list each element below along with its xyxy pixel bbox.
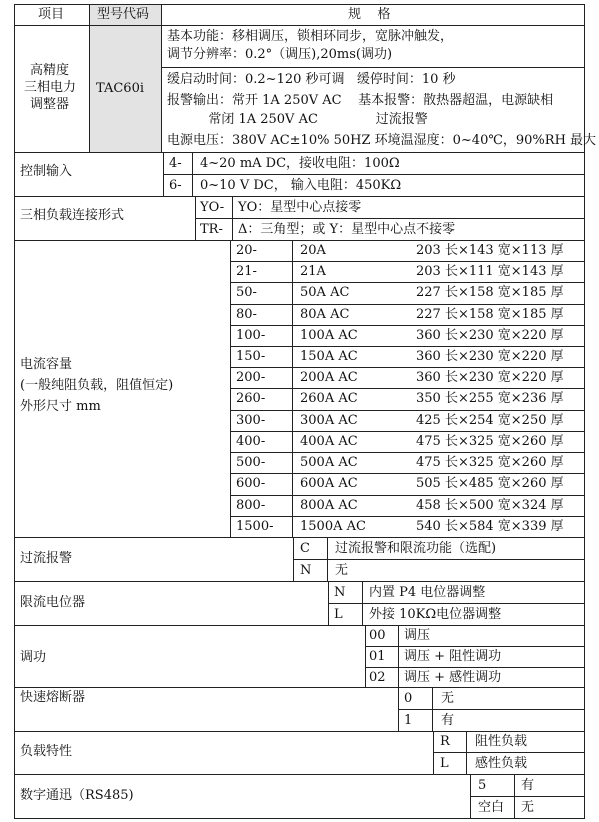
capacity-size: 540 长×584 宽×339 厚 <box>416 519 564 534</box>
capacity-code: 300- <box>236 413 266 428</box>
limit-pot-desc-2: 外接 10KΩ电位器调整 <box>369 607 502 622</box>
capacity-label-2: (一般纯阻负载，阻值恒定) <box>20 378 174 393</box>
capacity-code: 20- <box>236 243 257 258</box>
connection-code-1: YO- <box>200 200 225 215</box>
power-mode-desc-2: 调压 + 阻性调功 <box>404 649 502 664</box>
load-desc-1: 阻性负载 <box>475 734 528 749</box>
capacity-current: 600A AC <box>300 476 358 491</box>
capacity-row-divider <box>230 388 585 389</box>
capacity-row-divider <box>230 516 585 517</box>
capacity-label-1: 电流容量 <box>20 357 73 372</box>
spec-line-5: 常闭 1A 250V AC 过流报警 <box>167 112 428 127</box>
capacity-size: 425 长×254 宽×250 厚 <box>416 413 564 428</box>
capacity-code: 500- <box>236 455 266 470</box>
connection-desc-1: YO：星型中心点接零 <box>238 200 362 215</box>
capacity-code: 100- <box>236 328 266 343</box>
connection-desc-2: Δ：三角型；或 Y：星型中心点不接零 <box>238 222 456 237</box>
capacity-row-divider <box>230 346 585 347</box>
connection-code-2: TR- <box>200 222 223 237</box>
capacity-current: 300A AC <box>300 413 358 428</box>
limit-pot-desc-1: 内置 P4 电位器调整 <box>369 585 486 600</box>
spec-line-4: 报警输出：常开 1A 250V AC 基本报警：散热器超温，电源缺相 <box>167 93 554 108</box>
power-mode-desc-3: 调压 + 感性调功 <box>404 670 502 685</box>
overcurrent-desc-2: 无 <box>335 563 349 578</box>
capacity-current: 150A AC <box>300 349 358 364</box>
spec-line-3: 缓启动时间：0.2~120 秒可调 缓停时间：10 秒 <box>167 72 456 87</box>
capacity-size: 458 长×500 宽×324 厚 <box>416 498 564 513</box>
capacity-code: 150- <box>236 349 266 364</box>
load-code-2: L <box>440 756 449 771</box>
comm-label: 数字通迅（RS485) <box>20 788 134 803</box>
power-mode-desc-1: 调压 <box>404 628 431 643</box>
capacity-size: 505 长×485 宽×260 厚 <box>416 476 564 491</box>
fuse-code-1: 0 <box>404 691 413 706</box>
capacity-code: 400- <box>236 434 266 449</box>
power-mode-code-2: 01 <box>369 649 386 664</box>
product-name-line-2: 三相电力 <box>24 80 77 95</box>
capacity-current: 400A AC <box>300 434 358 449</box>
fuse-desc-2: 有 <box>441 713 455 728</box>
control-input-code-1: 4- <box>169 156 182 171</box>
spec-line-1: 基本功能：移相调压，锁相环同步，宽脉冲触发， <box>167 29 454 44</box>
capacity-row-divider <box>230 452 585 453</box>
control-input-desc-2: 0~10 V DC， 输入电阻：450KΩ <box>200 178 402 193</box>
load-code-1: R <box>440 734 450 749</box>
capacity-code: 21- <box>236 264 257 279</box>
overcurrent-code-1: C <box>300 541 310 556</box>
capacity-code: 50- <box>236 285 257 300</box>
product-code: TAC60i <box>96 81 144 96</box>
capacity-row-divider <box>230 282 585 283</box>
capacity-label-3: 外形尺寸 mm <box>20 399 101 414</box>
capacity-current: 1500A AC <box>300 519 366 534</box>
capacity-row-divider <box>230 367 585 368</box>
spec-line-2: 调节分辨率：0.2°（调压),20ms(调功) <box>167 47 393 62</box>
header-item: 项目 <box>38 7 65 22</box>
capacity-code: 800- <box>236 498 266 513</box>
limit-pot-code-1: N <box>334 585 346 600</box>
capacity-current: 500A AC <box>300 455 358 470</box>
power-mode-label: 调功 <box>20 650 47 665</box>
connection-label: 三相负载连接形式 <box>20 208 125 223</box>
load-label: 负载特性 <box>20 744 73 759</box>
capacity-row-divider <box>230 304 585 305</box>
capacity-current: 50A AC <box>300 285 350 300</box>
control-input-desc-1: 4~20 mA DC，接收电阻：100Ω <box>200 156 400 171</box>
product-name-line-3: 调整器 <box>30 97 70 112</box>
power-mode-code-1: 00 <box>369 628 386 643</box>
capacity-row-divider <box>230 495 585 496</box>
overcurrent-desc-1: 过流报警和限流功能（选配) <box>335 541 497 556</box>
load-desc-2: 感性负载 <box>475 756 528 771</box>
capacity-size: 475 长×325 宽×260 厚 <box>416 455 564 470</box>
capacity-size: 350 长×255 宽×236 厚 <box>416 391 564 406</box>
product-name-line-1: 高精度 <box>30 63 70 78</box>
capacity-size: 475 长×325 宽×260 厚 <box>416 434 564 449</box>
capacity-current: 100A AC <box>300 328 358 343</box>
power-mode-code-3: 02 <box>369 670 386 685</box>
capacity-row-divider <box>230 473 585 474</box>
capacity-size: 203 长×111 宽×143 厚 <box>416 264 564 279</box>
fuse-desc-1: 无 <box>441 691 455 706</box>
control-input-code-2: 6- <box>169 178 182 193</box>
capacity-current: 20A <box>300 243 326 258</box>
comm-desc-1: 有 <box>521 778 535 793</box>
limit-pot-code-2: L <box>334 607 343 622</box>
comm-code-2: 空白 <box>478 800 505 815</box>
capacity-row-divider <box>230 431 585 432</box>
comm-code-1: 5 <box>478 778 487 793</box>
capacity-current: 800A AC <box>300 498 358 513</box>
capacity-code: 600- <box>236 476 266 491</box>
fuse-code-2: 1 <box>404 713 413 728</box>
capacity-code: 1500- <box>236 519 274 534</box>
capacity-row-divider <box>230 410 585 411</box>
capacity-size: 227 长×158 宽×185 厚 <box>416 285 564 300</box>
capacity-size: 203 长×143 宽×113 厚 <box>416 243 564 258</box>
capacity-code: 200- <box>236 370 266 385</box>
capacity-row-divider <box>230 325 585 326</box>
spec-line-6: 电源电压：380V AC±10% 50HZ 环境温湿度：0~40℃，90%RH 最大 <box>167 133 597 148</box>
capacity-current: 260A AC <box>300 391 358 406</box>
capacity-current: 200A AC <box>300 370 358 385</box>
header-spec: 规 格 <box>348 7 391 22</box>
capacity-current: 21A <box>300 264 326 279</box>
capacity-current: 80A AC <box>300 307 350 322</box>
capacity-size: 360 长×230 宽×220 厚 <box>416 370 564 385</box>
capacity-code: 260- <box>236 391 266 406</box>
fuse-label: 快速熔断器 <box>20 690 86 705</box>
capacity-size: 360 长×230 宽×220 厚 <box>416 349 564 364</box>
capacity-size: 227 长×158 宽×185 厚 <box>416 307 564 322</box>
capacity-row-divider <box>230 261 585 262</box>
capacity-code: 80- <box>236 307 257 322</box>
control-input-label: 控制输入 <box>20 164 73 179</box>
header-code: 型号代码 <box>97 7 150 22</box>
overcurrent-code-2: N <box>300 563 312 578</box>
overcurrent-label: 过流报警 <box>20 551 73 566</box>
limit-pot-label: 限流电位器 <box>20 595 86 610</box>
comm-desc-2: 无 <box>521 800 535 815</box>
capacity-size: 360 长×230 宽×220 厚 <box>416 328 564 343</box>
